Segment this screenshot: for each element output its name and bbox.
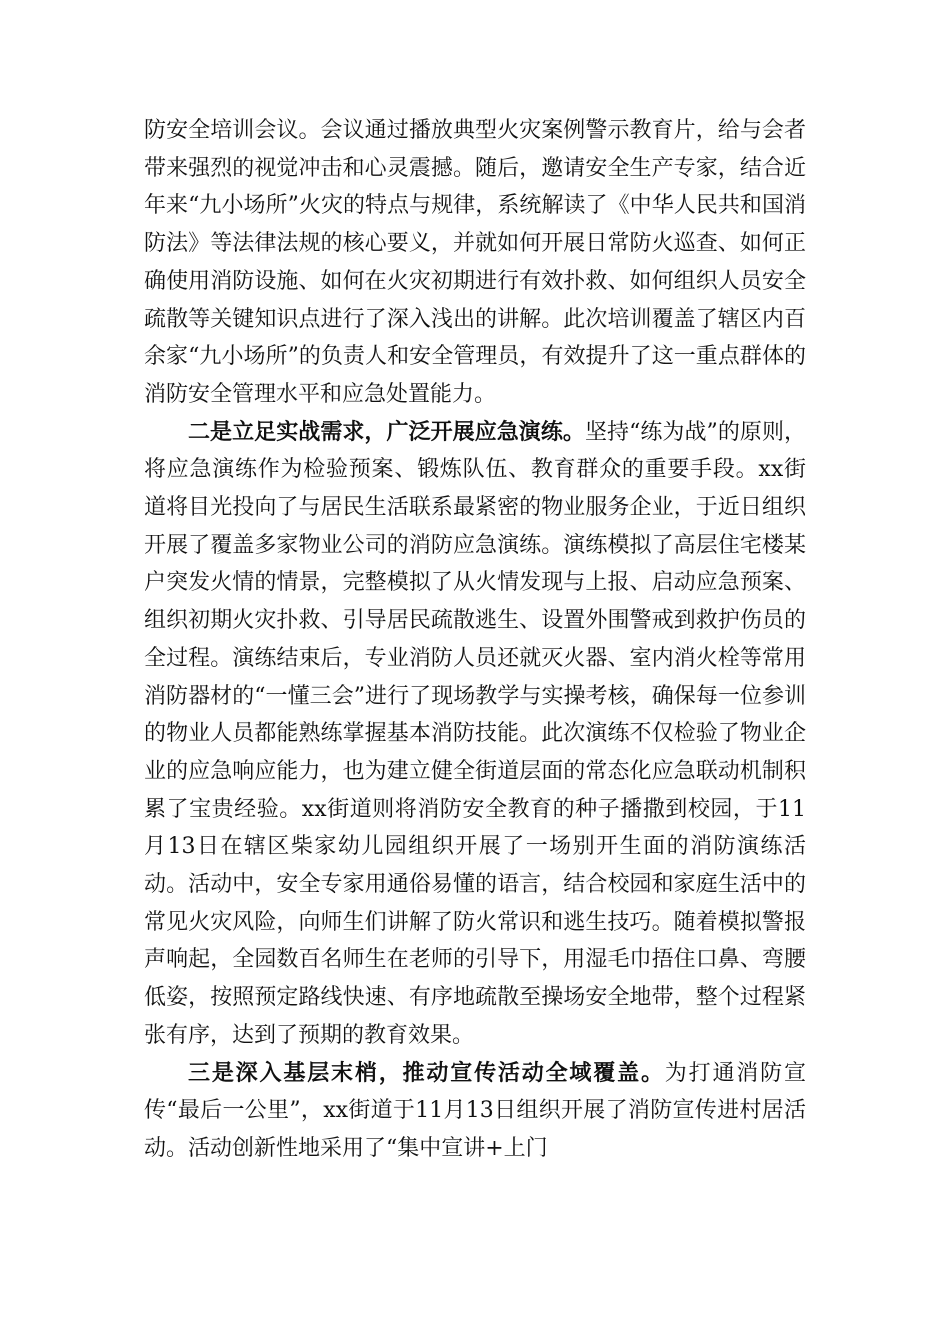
paragraph-3-heading: 三是深入基层末梢，推动宣传活动全域覆盖。: [188, 1059, 665, 1086]
paragraph-3-text: 为打通消防宣传“最后一公里”，xx街道于11月13日组织开展了消防宣传进村居活动。活动创新性地采用了“集中宣讲+上门: [144, 1060, 806, 1161]
paragraph-2-heading: 二是立足实战需求，广泛开展应急演练。: [188, 418, 585, 445]
paragraph-1: [144, 112, 806, 414]
paragraph-2: [144, 414, 806, 1055]
document-body: [144, 112, 806, 1168]
paragraph-1-text: 防安全培训会议。会议通过播放典型火灾案例警示教育片，给与会者带来强烈的视觉冲击和心灵震撼。随后，邀请安全生产专家，结合近年来“九小场所”火灾的特点与规律，系统解读了《中华人民共和国消防法》等法律法规的核心要义，并就如何开展日常防火巡查、如何正确使用消防设施、如何在火灾初期进行有效扑救、如何组织人员安全疏散等关键知识点进行了深入浅出的讲解。此次培训覆盖了辖区内百余家“九小场所”的负责人和安全管理员，有效提升了这一重点群体的消防安全管理水平和应急处置能力。: [144, 118, 806, 407]
paragraph-3: [144, 1055, 806, 1168]
paragraph-2-text: 坚持“练为战”的原则，将应急演练作为检验预案、锻炼队伍、教育群众的重要手段。xx街道将目光投向了与居民生活联系最紧密的物业服务企业，于近日组织开展了覆盖多家物业公司的消防应急演练。演练模拟了高层住宅楼某户突发火情的情景，完整模拟了从火情发现与上报、启动应急预案、组织初期火灾扑救、引导居民疏散逃生、设置外围警戒到救护伤员的全过程。演练结束后，专业消防人员还就灭火器、室内消火栓等常用消防器材的“一懂三会”进行了现场教学与实操考核，确保每一位参训的物业人员都能熟练掌握基本消防技能。此次演练不仅检验了物业企业的应急响应能力，也为建立健全街道层面的常态化应急联动机制积累了宝贵经验。xx街道则将消防安全教育的种子播撒到校园，于11月13日在辖区柴家幼儿园组织开展了一场别开生面的消防演练活动。活动中，安全专家用通俗易懂的语言，结合校园和家庭生活中的常见火灾风险，向师生们讲解了防火常识和逃生技巧。随着模拟警报声响起，全园数百名师生在老师的引导下，用湿毛巾捂住口鼻、弯腰低姿，按照预定路线快速、有序地疏散至操场安全地带，整个过程紧张有序，达到了预期的教育效果。: [144, 419, 806, 1048]
